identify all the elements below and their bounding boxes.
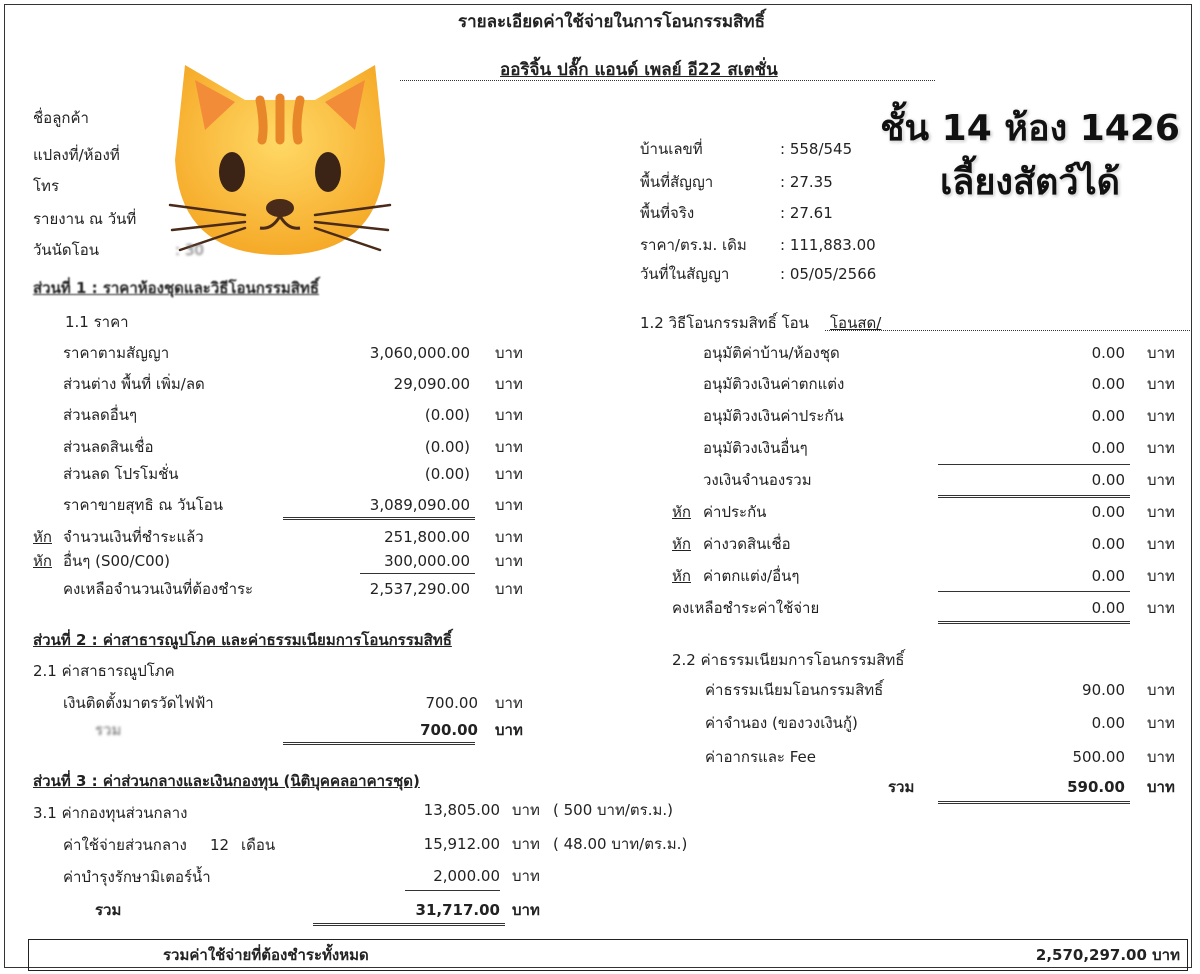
water-meter-unit: บาท (512, 867, 540, 885)
approval-row-4-unit: บาท (1147, 471, 1175, 489)
price-row-3-unit: บาท (495, 438, 523, 456)
house-no-label: บ้านเลขที่ (640, 140, 703, 158)
transfer-method-label: 1.2 วิธีโอนกรรมสิทธิ์ โอน (640, 314, 809, 332)
fee-row-0-label: ค่าธรรมเนียมโอนกรรมสิทธิ์ (705, 681, 884, 699)
right-deduct-1-deduct-label: หัก (672, 535, 691, 553)
water-meter-label: ค่าบำรุงรักษามิเตอร์น้ำ (63, 868, 211, 886)
section3-total-label: รวม (95, 901, 122, 919)
right-deduct-2-deduct-label: หัก (672, 567, 691, 585)
section3-total-double-line (313, 923, 505, 926)
fee-row-1-unit: บาท (1147, 714, 1175, 732)
approval-row-1-value: 0.00 (1091, 375, 1125, 393)
overlay-unit-note: ชั้น 14 ห้อง 1426 (880, 108, 1180, 149)
utilities-total-unit: บาท (495, 721, 523, 739)
price-row-0-label: ราคาตามสัญญา (63, 344, 170, 362)
section1-sub-price: 1.1 ราคา (65, 313, 129, 331)
price-row-0-unit: บาท (495, 344, 523, 362)
paid-label: จำนวนเงินที่ชำระแล้ว (63, 528, 204, 546)
approval-row-2-label: อนุมัติวงเงินค่าประกัน (703, 407, 844, 425)
right-deduct-1-label: ค่างวดสินเชื่อ (703, 535, 791, 553)
contract-area-value: : 27.35 (780, 173, 833, 191)
other-unit: บาท (495, 552, 523, 570)
common-fee-months: 12 (210, 836, 230, 854)
approval-row-3-label: อนุมัติวงเงินอื่นๆ (703, 439, 808, 457)
unit-label: แปลงที่/ห้องที่ (33, 146, 120, 164)
section3-heading: ส่วนที่ 3 : ค่าส่วนกลางและเงินกองทุน (นิติบุคคลอาคารชุด) (33, 772, 420, 790)
fee-row-2-unit: บาท (1147, 748, 1175, 766)
approval-row-2-value: 0.00 (1091, 407, 1125, 425)
grand-total-value: 2,570,297.00 บาท (1035, 946, 1180, 964)
price-row-4-unit: บาท (495, 465, 523, 483)
approval-sum-line (938, 464, 1130, 465)
document-title: รายละเอียดค่าใช้จ่ายในการโอนกรรมสิทธิ์ (458, 12, 766, 32)
other-label: อื่นๆ (S00/C00) (63, 552, 171, 570)
approval-row-0-unit: บาท (1147, 344, 1175, 362)
utilities-total-label: รวม (95, 721, 122, 739)
meter-label: เงินติดตั้งมาตรวัดไฟฟ้า (63, 694, 214, 712)
right-deduct-0-value: 0.00 (1091, 503, 1125, 521)
fee-row-1-value: 0.00 (1091, 714, 1125, 732)
fund-value: 13,805.00 (423, 801, 500, 819)
price-sqm-label: ราคา/ตร.ม. เดิม (640, 236, 747, 254)
fund-rate: ( 500 บาท/ตร.ม.) (553, 801, 673, 819)
paid-value: 251,800.00 (384, 528, 470, 546)
fees-total-double-line (938, 801, 1130, 804)
fee-row-1-label: ค่าจำนอง (ของวงเงินกู้) (705, 714, 858, 732)
section3-sum-line (405, 890, 500, 891)
price-row-5-value: 3,089,090.00 (369, 496, 470, 514)
fees-total-value: 590.00 (1067, 778, 1125, 796)
right-deduct-2-unit: บาท (1147, 567, 1175, 585)
fee-row-2-label: ค่าอากรและ Fee (705, 748, 816, 766)
approval-row-3-unit: บาท (1147, 439, 1175, 457)
price-row-3-label: ส่วนลดสินเชื่อ (63, 438, 154, 456)
price-row-5-label: ราคาขายสุทธิ ณ วันโอน (63, 496, 224, 514)
approval-row-3-value: 0.00 (1091, 439, 1125, 457)
deduct-label-other: หัก (33, 552, 52, 570)
fee-row-2-value: 500.00 (1072, 748, 1125, 766)
right-remain-unit: บาท (1147, 599, 1175, 617)
approval-row-1-label: อนุมัติวงเงินค่าตกแต่ง (703, 375, 845, 393)
approval-row-0-label: อนุมัติค่าบ้าน/ห้องชุด (703, 344, 840, 362)
common-fee-rate: ( 48.00 บาท/ตร.ม.) (553, 835, 688, 853)
actual-area-label: พื้นที่จริง (640, 204, 695, 222)
fund-unit: บาท (512, 801, 540, 819)
section2-sub-fees: 2.2 ค่าธรรมเนียมการโอนกรรมสิทธิ์ (672, 651, 905, 669)
remain-value: 2,537,290.00 (369, 580, 470, 598)
common-fee-months-unit: เดือน (241, 836, 276, 854)
approval-row-4-value: 0.00 (1091, 471, 1125, 489)
right-deduct-0-label: ค่าประกัน (703, 503, 767, 521)
house-no-value: : 558/545 (780, 140, 853, 158)
approval-row-4-label: วงเงินจำนองรวม (703, 471, 812, 489)
fees-total-label: รวม (888, 778, 915, 796)
contract-date-label: วันที่ในสัญญา (640, 265, 730, 283)
other-value: 300,000.00 (384, 552, 470, 570)
price-row-5-unit: บาท (495, 496, 523, 514)
right-deduct-0-deduct-label: หัก (672, 503, 691, 521)
appointment-value: : 30 (175, 241, 204, 259)
right-deduct-2-label: ค่าตกแต่ง/อื่นๆ (703, 567, 800, 585)
section1-heading: ส่วนที่ 1 : ราคาห้องชุดและวิธีโอนกรรมสิทธิ์ (33, 279, 319, 297)
deduct-label-paid: หัก (33, 528, 52, 546)
right-remain-double-line (938, 621, 1130, 624)
price-sqm-value: : 111,883.00 (780, 236, 876, 254)
price-row-2-unit: บาท (495, 406, 523, 424)
price-row-2-value: (0.00) (424, 406, 470, 424)
contract-area-label: พื้นที่สัญญา (640, 173, 714, 191)
water-meter-value: 2,000.00 (433, 867, 500, 885)
phone-label: โทร (33, 177, 60, 195)
price-row-1-unit: บาท (495, 375, 523, 393)
price-row-2-label: ส่วนลดอื่นๆ (63, 406, 138, 424)
common-fee-label: ค่าใช้จ่ายส่วนกลาง (63, 836, 187, 854)
project-name: ออริจิ้น ปลั๊ก แอนด์ เพลย์ อี22 สเตชั่น (500, 60, 778, 80)
customer-name-label: ชื่อลูกค้า (33, 109, 89, 127)
utilities-total-value: 700.00 (420, 721, 478, 739)
common-fee-value: 15,912.00 (423, 835, 500, 853)
mortgage-double-line (938, 495, 1130, 498)
right-deduct-sum-line (938, 591, 1130, 592)
right-deduct-2-value: 0.00 (1091, 567, 1125, 585)
remain-unit: บาท (495, 580, 523, 598)
price-row-4-label: ส่วนลด โปรโมชั่น (63, 465, 179, 483)
price-row-4-value: (0.00) (424, 465, 470, 483)
contract-date-value: : 05/05/2566 (780, 265, 877, 283)
fee-row-0-value: 90.00 (1082, 681, 1125, 699)
section2-sub-utilities: 2.1 ค่าสาธารณูปโภค (33, 662, 175, 680)
fees-total-unit: บาท (1147, 778, 1175, 796)
grand-total-label: รวมค่าใช้จ่ายที่ต้องชำระทั้งหมด (163, 946, 369, 964)
report-date-label: รายงาน ณ วันที่ (33, 210, 137, 228)
right-deduct-1-unit: บาท (1147, 535, 1175, 553)
remain-label: คงเหลือจำนวนเงินที่ต้องชำระ (63, 580, 254, 598)
approval-row-1-unit: บาท (1147, 375, 1175, 393)
common-fee-unit: บาท (512, 835, 540, 853)
net-price-double-line (283, 517, 475, 520)
meter-value: 700.00 (425, 694, 478, 712)
meter-unit: บาท (495, 694, 523, 712)
transfer-method-dotted-line (825, 330, 1190, 331)
right-remain-value: 0.00 (1091, 599, 1125, 617)
right-remain-label: คงเหลือชำระค่าใช้จ่าย (672, 599, 820, 617)
other-underline (360, 573, 475, 574)
approval-row-0-value: 0.00 (1091, 344, 1125, 362)
section3-total-value: 31,717.00 (415, 901, 500, 919)
utilities-total-double-line (283, 742, 475, 745)
appointment-label: วันนัดโอน (33, 241, 99, 259)
fee-row-0-unit: บาท (1147, 681, 1175, 699)
section2-heading: ส่วนที่ 2 : ค่าสาธารณูปโภค และค่าธรรมเนียมการโอนกรรมสิทธิ์ (33, 631, 452, 649)
project-dotted-line (400, 80, 935, 81)
section3-total-unit: บาท (512, 901, 540, 919)
paid-unit: บาท (495, 528, 523, 546)
price-row-0-value: 3,060,000.00 (369, 344, 470, 362)
actual-area-value: : 27.61 (780, 204, 833, 222)
fund-label: 3.1 ค่ากองทุนส่วนกลาง (33, 804, 188, 822)
transfer-method-value: โอนสด/ (830, 314, 882, 332)
overlay-pet-note: เลี้ยงสัตว์ได้ (939, 162, 1121, 203)
right-deduct-1-value: 0.00 (1091, 535, 1125, 553)
price-row-1-value: 29,090.00 (393, 375, 470, 393)
right-deduct-0-unit: บาท (1147, 503, 1175, 521)
price-row-1-label: ส่วนต่าง พื้นที่ เพิ่ม/ลด (63, 375, 205, 393)
cat-face-icon (160, 40, 400, 265)
approval-row-2-unit: บาท (1147, 407, 1175, 425)
price-row-3-value: (0.00) (424, 438, 470, 456)
